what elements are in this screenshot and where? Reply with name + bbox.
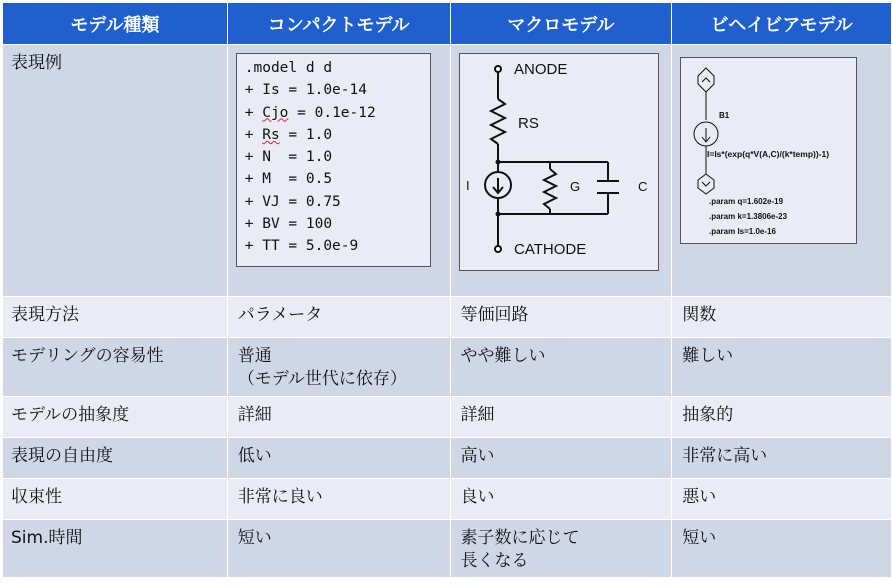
equivalent-circuit-diagram <box>459 53 659 271</box>
code-line: + TT = 5.0e-9 <box>244 238 359 255</box>
behavior-cell: 関数 <box>672 297 892 338</box>
row-label: 表現の自由度 <box>3 438 228 479</box>
spice-model-code <box>236 53 431 267</box>
macro-cell: 等価回路 <box>450 297 672 338</box>
compact-cell: 低い <box>227 438 450 479</box>
code-line: + N = 1.0 <box>244 149 333 166</box>
table-row <box>3 520 892 578</box>
macro-cell: 高い <box>450 438 672 479</box>
cathode-label: CATHODE <box>513 241 586 258</box>
capacitance-label: C <box>637 179 647 194</box>
table-row <box>3 338 892 397</box>
macro-cell: 良い <box>450 479 672 520</box>
param-is: .param Is=1.0e-16 <box>709 227 777 236</box>
row-label: 表現例 <box>3 45 228 297</box>
table-row <box>3 438 892 479</box>
macro-cell <box>450 520 672 578</box>
macro-text: 素子数に応じて <box>460 528 580 548</box>
code-line: + Cjo = 0.1e-12 <box>244 104 376 121</box>
compact-cell <box>227 338 450 397</box>
anode-label: ANODE <box>513 61 567 78</box>
compact-cell: 短い <box>227 520 450 578</box>
row-label: 表現方法 <box>3 297 228 338</box>
compact-text-note: （モデル世代に依存） <box>237 369 407 389</box>
macro-cell: やや難しい <box>450 338 672 397</box>
behavior-cell: 難しい <box>672 338 892 397</box>
rs-label: RS <box>517 115 539 132</box>
row-label: 収束性 <box>3 479 228 520</box>
header-macro-model: マクロモデル <box>450 3 672 45</box>
compact-cell: 詳細 <box>227 397 450 438</box>
behavior-cell: 悪い <box>672 479 892 520</box>
source-name: B1 <box>719 111 730 120</box>
behavior-example-cell <box>672 45 892 297</box>
header-behavior-model: ビヘイビアモデル <box>672 3 892 45</box>
behavior-cell: 非常に高い <box>672 438 892 479</box>
compact-text: 普通 <box>237 346 272 366</box>
code-line: + BV = 100 <box>244 216 333 233</box>
compact-cell: パラメータ <box>227 297 450 338</box>
header-compact-model: コンパクトモデル <box>227 3 450 45</box>
compact-cell: 非常に良い <box>227 479 450 520</box>
behavior-expression: I=Is*(exp(q*V(A,C)/(k*temp))-1) <box>707 149 830 159</box>
code-line: + Rs = 1.0 <box>244 126 333 143</box>
macro-text-cont: 長くなる <box>460 551 529 571</box>
row-label: モデリングの容易性 <box>3 338 228 397</box>
conductance-label: G <box>569 179 580 194</box>
behavior-cell: 抽象的 <box>672 397 892 438</box>
current-source-label: I <box>465 178 470 193</box>
header-model-type: モデル種類 <box>3 3 228 45</box>
row-label: モデルの抽象度 <box>3 397 228 438</box>
behavioral-source-diagram <box>680 57 857 244</box>
row-label: Sim.時間 <box>3 520 228 578</box>
param-k: .param k=1.3806e-23 <box>709 212 788 221</box>
model-comparison-table <box>2 2 892 578</box>
example-row <box>3 45 892 297</box>
param-q: .param q=1.602e-19 <box>709 197 784 206</box>
table-row <box>3 397 892 438</box>
table-row <box>3 297 892 338</box>
table-row <box>3 479 892 520</box>
header-row <box>3 3 892 45</box>
code-line: + M = 0.5 <box>244 171 333 188</box>
macro-example-cell <box>450 45 672 297</box>
compact-example-cell <box>227 45 450 297</box>
code-line: .model d d <box>244 60 333 76</box>
code-line: + Is = 1.0e-14 <box>244 82 367 99</box>
behavior-cell: 短い <box>672 520 892 578</box>
code-line: + VJ = 0.75 <box>244 193 341 210</box>
macro-cell: 詳細 <box>450 397 672 438</box>
